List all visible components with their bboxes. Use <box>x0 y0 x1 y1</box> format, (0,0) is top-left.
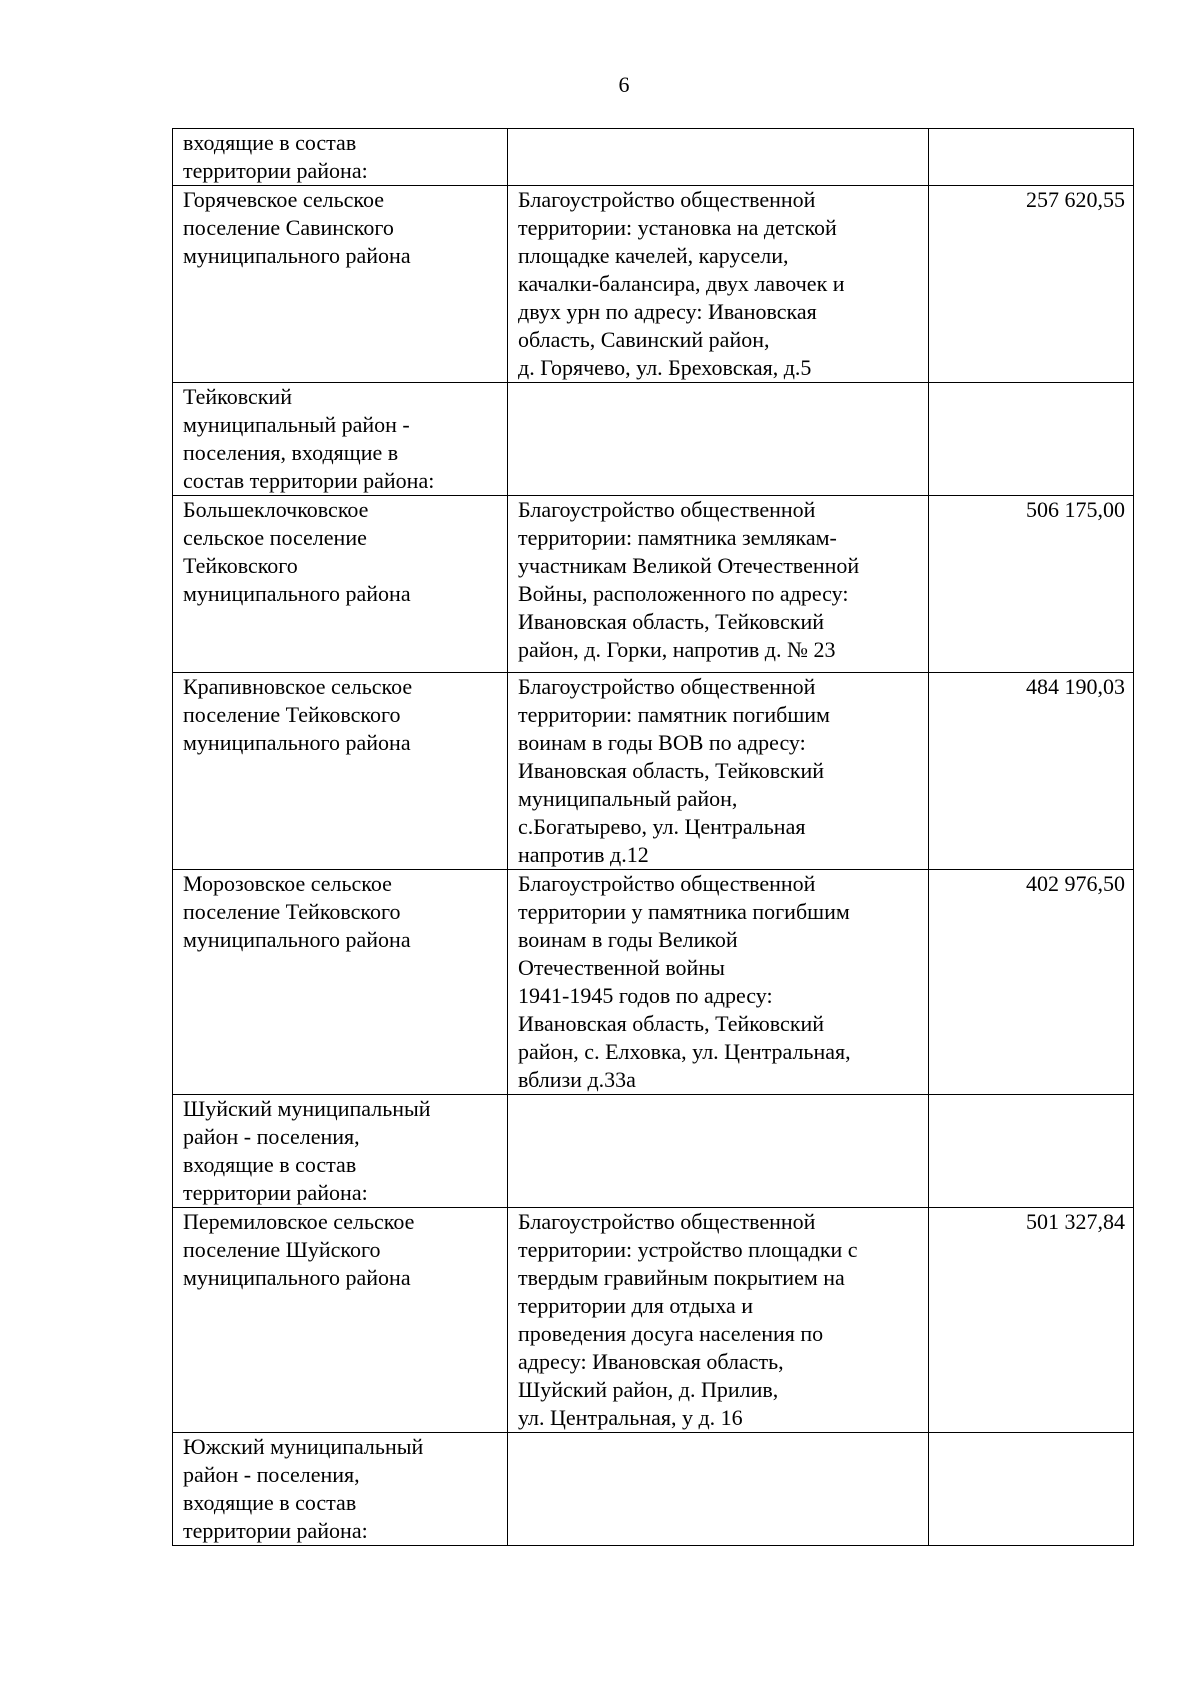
amount-cell: 501 327,84 <box>929 1208 1134 1433</box>
amount-cell: 506 175,00 <box>929 496 1134 673</box>
table-row <box>173 870 1134 1095</box>
settlement-cell: Перемиловское сельское поселение Шуйского муниципального района <box>173 1208 508 1433</box>
table-row <box>173 496 1134 673</box>
description-cell: Благоустройство общественной территории: памятник погибшим воинам в годы ВОВ по адресу: Ивановская область, Тейковский муниципальный район, с.Богатырево, ул. Центральная напротив д.12 <box>508 673 929 870</box>
page-number: 6 <box>618 72 630 97</box>
description-cell: Благоустройство общественной территории: устройство площадки с твердым гравийным покрытием на территории для отдыха и проведения досуга населения по адресу: Ивановская область, Шуйский район, д. Прилив, ул. Центральная, у д. 16 <box>508 1208 929 1433</box>
table-row <box>173 673 1134 870</box>
description-cell <box>508 1433 929 1546</box>
settlement-cell: Большеклочковское сельское поселение Тейковского муниципального района <box>173 496 508 673</box>
amount-cell: 257 620,55 <box>929 186 1134 383</box>
amount-cell <box>929 1095 1134 1208</box>
settlement-cell: Тейковский муниципальный район - поселения, входящие в состав территории района: <box>173 383 508 496</box>
table-row <box>173 186 1134 383</box>
settlement-cell: Шуйский муниципальный район - поселения, входящие в состав территории района: <box>173 1095 508 1208</box>
description-cell: Благоустройство общественной территории у памятника погибшим воинам в годы Великой Отечественной войны 1941-1945 годов по адресу: Ивановская область, Тейковский район, с. Елховка, ул. Центральная, вблизи д.33а <box>508 870 929 1095</box>
table-row <box>173 1095 1134 1208</box>
description-cell <box>508 383 929 496</box>
amount-cell <box>929 383 1134 496</box>
amount-cell: 484 190,03 <box>929 673 1134 870</box>
funding-table <box>172 128 1134 1546</box>
table-row <box>173 1433 1134 1546</box>
table-row <box>173 129 1134 186</box>
table-row <box>173 1208 1134 1433</box>
description-cell: Благоустройство общественной территории: установка на детской площадке качелей, карусели, качалки-балансира, двух лавочек и двух урн по адресу: Ивановская область, Савинский район, д. Горячево, ул. Бреховская, д.5 <box>508 186 929 383</box>
settlement-cell: Южский муниципальный район - поселения, входящие в состав территории района: <box>173 1433 508 1546</box>
settlement-cell: Крапивновское сельское поселение Тейковского муниципального района <box>173 673 508 870</box>
amount-cell <box>929 1433 1134 1546</box>
description-cell: Благоустройство общественной территории: памятника землякам- участникам Великой Отечественной Войны, расположенного по адресу: Ивановская область, Тейковский район, д. Горки, напротив д. № 23 <box>508 496 929 673</box>
table-row <box>173 383 1134 496</box>
amount-cell <box>929 129 1134 186</box>
settlement-cell: входящие в состав территории района: <box>173 129 508 186</box>
settlement-cell: Горячевское сельское поселение Савинского муниципального района <box>173 186 508 383</box>
description-cell <box>508 129 929 186</box>
amount-cell: 402 976,50 <box>929 870 1134 1095</box>
description-cell <box>508 1095 929 1208</box>
settlement-cell: Морозовское сельское поселение Тейковского муниципального района <box>173 870 508 1095</box>
